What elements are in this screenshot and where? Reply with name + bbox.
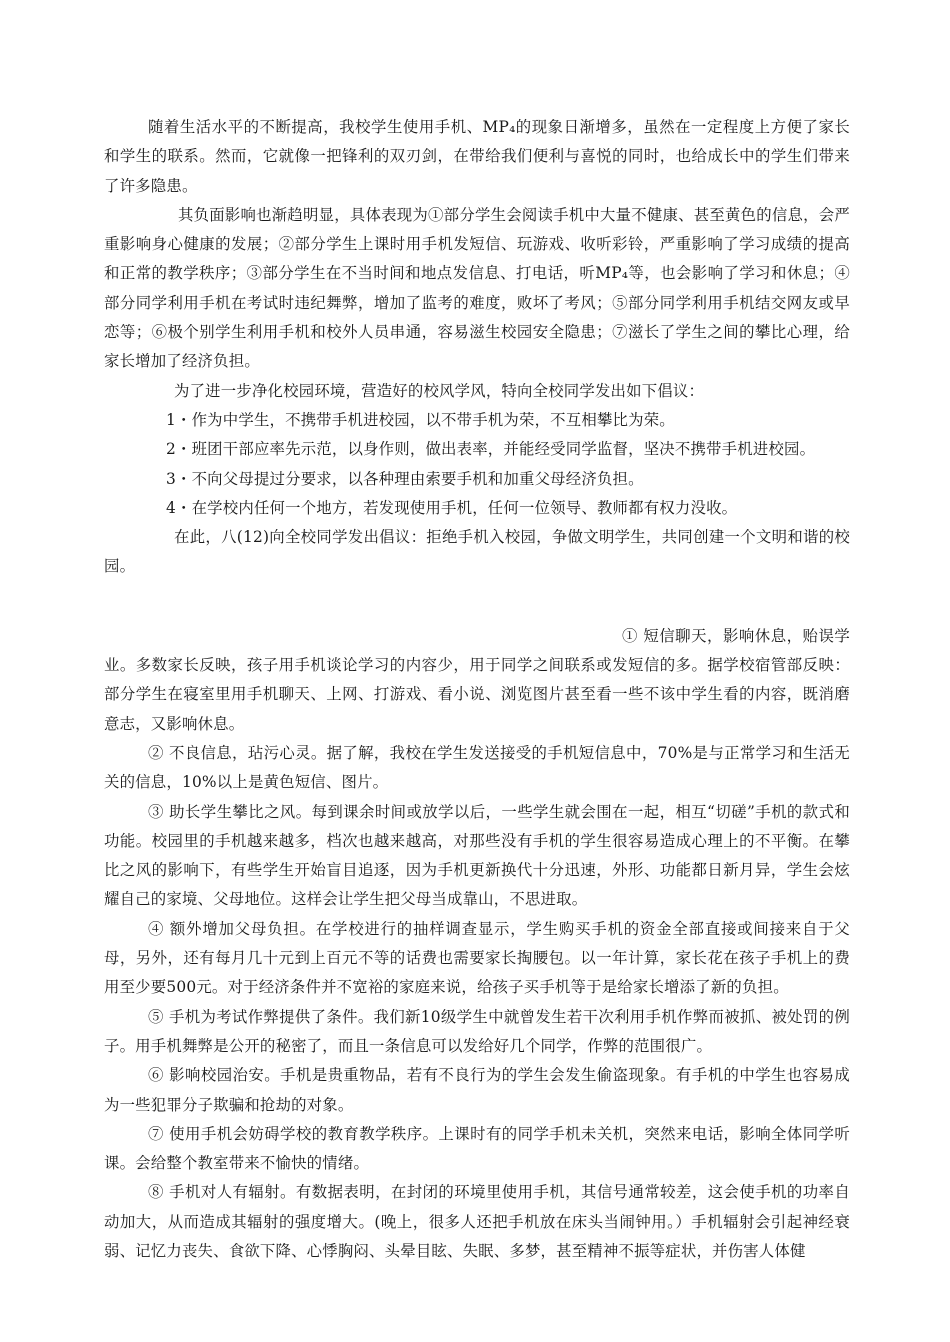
harm-paragraph-4: ④ 额外增加父母负担。在学校进行的抽样调查显示，学生购买手机的资金全部直接或间接来自于父母，另外，还有每月几十元到上百元不等的话费也需要家长掏腰包。以一年计算，家长花在孩子手机上的费用至少要500元。对于经济条件并不宽裕的家庭来说，给孩子买手机等于是给家长增添了新的负担。 [104, 919, 850, 997]
proposal-list [104, 406, 850, 523]
harm-paragraph-5: ⑤ 手机为考试作弊提供了条件。我们新10级学生中就曾发生若干次利用手机作弊而被抓、被处罚的例子。用手机舞弊是公开的秘密了，而且一条信息可以发给好几个同学，作弊的范围很广。 [104, 1007, 850, 1055]
intro-paragraph-3: 为了进一步净化校园环境，营造好的校风学风，特向全校同学发出如下倡议： [174, 381, 705, 400]
closing-paragraph: 在此，八(12)向全校同学发出倡议：拒绝手机入校园，争做文明学生，共同创建一个文明和谐的校园。 [104, 528, 850, 576]
intro-paragraph-2: 其负面影响也渐趋明显，具体表现为①部分学生会阅读手机中大量不健康、甚至黄色的信息，会严重影响身心健康的发展；②部分学生上课时用手机发短信、玩游戏、收听彩铃，严重影响了学习成绩的提高和正常的教学秩序；③部分学生在不当时间和地点发信息、打电话，听MP₄等，也会影响了学习和休息；④部分同学利用手机在考试时违纪舞弊，增加了监考的难度，败坏了考风；⑤部分同学利用手机结交网友或早恋等；⑥极个别学生利用手机和校外人员串通，容易滋生校园安全隐患；⑦滋长了学生之间的攀比心理，给家长增加了经济负担。 [104, 205, 850, 371]
harm-paragraph-3: ③ 助长学生攀比之风。每到课余时间或放学以后，一些学生就会围在一起，相互“切磋”手机的款式和功能。校园里的手机越来越多，档次也越来越高，对那些没有手机的学生很容易造成心理上的不平衡。在攀比之风的影响下，有些学生开始盲目追逐，因为手机更新换代十分迅速，外形、功能都日新月异，学生会炫耀自己的家境、父母地位。这样会让学生把父母当成靠山，不思进取。 [104, 802, 850, 909]
harm-paragraph-8: ⑧ 手机对人有辐射。有数据表明，在封闭的环境里使用手机，其信号通常较差，这会使手机的功率自动加大，从而造成其辐射的强度增大。(晚上，很多人还把手机放在床头当闹钟用。）手机辐射会引起神经衰弱、记忆力丧失、食欲下降、心悸胸闷、头晕目眩、失眠、多梦，甚至精神不振等症状，并伤害人体健 [104, 1183, 850, 1260]
document-body [104, 113, 850, 1266]
intro-paragraph-1: 随着生活水平的不断提高，我校学生使用手机、MP₄的现象日渐增多，虽然在一定程度上方便了家长和学生的联系。然而，它就像一把锋利的双刃剑，在带给我们便利与喜悦的同时，也给成长中的学生们带来了许多隐患。 [104, 118, 850, 195]
proposal-item-1: 1・作为中学生，不携带手机进校园，以不带手机为荣，不互相攀比为荣。 [166, 410, 675, 429]
proposal-item-4: 4・在学校内任何一个地方，若发现使用手机，任何一位领导、教师都有权力没收。 [166, 498, 738, 517]
proposal-item-3: 3・不向父母提过分要求，以各种理由索要手机和加重父母经济负担。 [166, 469, 644, 488]
proposal-item-2: 2・班团干部应率先示范，以身作则，做出表率，并能经受同学监督，坚决不携带手机进校园。 [166, 440, 816, 459]
harm-paragraph-2: ② 不良信息，玷污心灵。据了解，我校在学生发送接受的手机短信息中，70%是与正常学习和生活无关的信息，10%以上是黄色短信、图片。 [104, 743, 850, 792]
harm-paragraph-7: ⑦ 使用手机会妨碍学校的教育教学秩序。上课时有的同学手机未关机，突然来电话，影响全体同学听课。会给整个教室带来不愉快的情绪。 [104, 1124, 850, 1173]
harm-paragraph-6: ⑥ 影响校园治安。手机是贵重物品，若有不良行为的学生会发生偷盗现象。有手机的中学生也容易成为一些犯罪分子欺骗和抢劫的对象。 [104, 1066, 850, 1114]
section-spacer [104, 582, 850, 622]
harm-paragraph-1: ① 短信聊天，影响休息，贻误学业。多数家长反映，孩子用手机谈论学习的内容少，用于同学之间联系或发短信的多。据学校宿管部反映：部分学生在寝室里用手机聊天、上网、打游戏、看小说、浏览图片甚至看一些不该中学生看的内容，既消磨意志，又影响休息。 [104, 626, 850, 733]
